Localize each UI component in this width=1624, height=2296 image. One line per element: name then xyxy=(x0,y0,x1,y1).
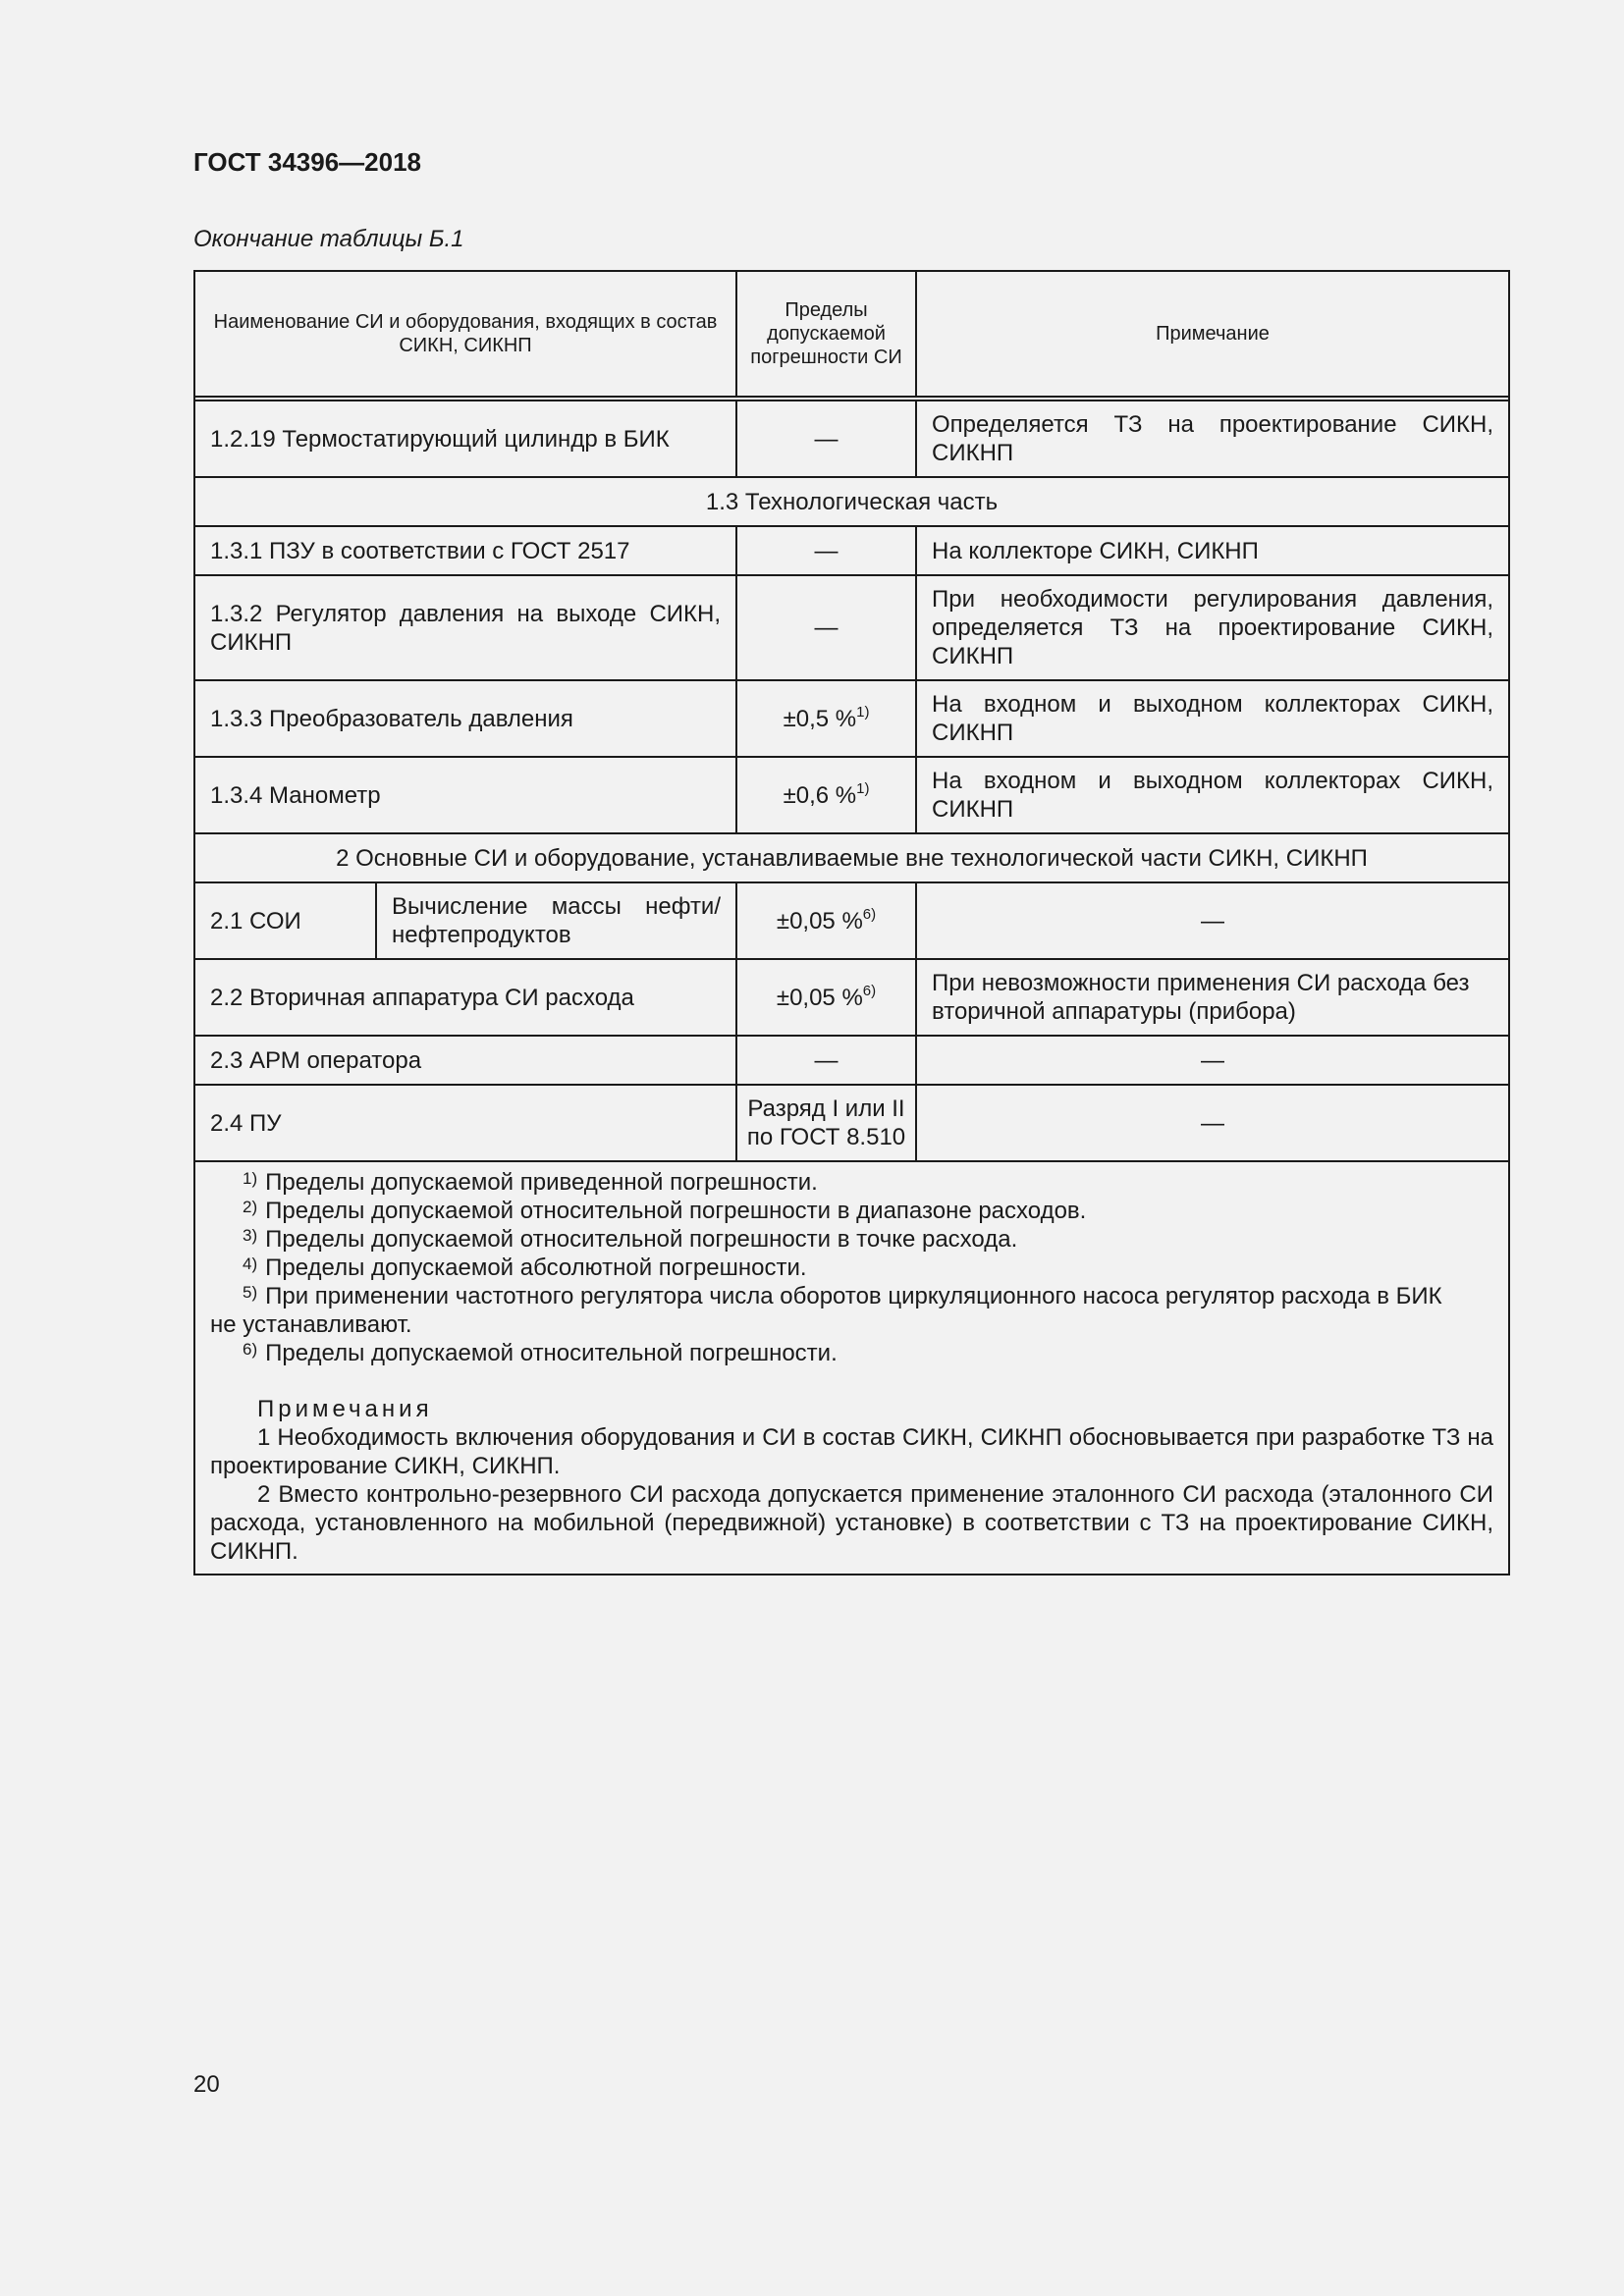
footnote-text: Пределы допускаемой относительной погрешности. xyxy=(265,1340,838,1366)
row-note: Определяется ТЗ на проектирование СИКН, СИКНП xyxy=(916,400,1509,477)
row-name: 1.3.3 Преобразователь давления xyxy=(194,680,736,757)
row-note: — xyxy=(916,882,1509,959)
page-number: 20 xyxy=(193,2071,220,2098)
row-note: — xyxy=(916,1036,1509,1085)
section-row xyxy=(194,833,1509,882)
row-limit: — xyxy=(736,526,916,575)
footnote-ref: 6) xyxy=(862,982,877,999)
limit-value: ±0,5 % xyxy=(783,705,857,732)
row-name: 2.1 СОИ xyxy=(194,882,376,959)
row-note: На входном и выходном коллекторах СИКН, СИКНП xyxy=(916,680,1509,757)
table-row xyxy=(194,959,1509,1036)
limit-line: по ГОСТ 8.510 xyxy=(746,1124,906,1150)
footnote xyxy=(210,1339,1493,1367)
table-row xyxy=(194,1036,1509,1085)
footnote xyxy=(210,1225,1493,1254)
footnote-text: При применении частотного регулятора числа оборотов циркуляционного насоса регулятор расхода в БИК xyxy=(265,1283,1442,1309)
section-row xyxy=(194,477,1509,526)
footnote-continuation: не устанавливают. xyxy=(210,1311,412,1338)
limit-line: Разряд I или II xyxy=(747,1095,905,1122)
footnotes-cell xyxy=(194,1161,1509,1575)
document-title: ГОСТ 34396—2018 xyxy=(193,147,421,177)
limit-value: ±0,05 % xyxy=(776,907,863,934)
row-limit: — xyxy=(736,400,916,477)
header-limits: Пределы допускаемой погрешности СИ xyxy=(736,271,916,397)
footnote-ref: 1) xyxy=(856,703,870,721)
note-item: 1 Необходимость включения оборудования и СИ в состав СИКН, СИКНП обосновывается при разработке ТЗ на проектирование СИКН, СИКНП. xyxy=(210,1424,1494,1479)
row-name: 2.4 ПУ xyxy=(194,1085,736,1161)
header-name: Наименование СИ и оборудования, входящих в состав СИКН, СИКНП xyxy=(194,271,736,397)
limit-value: ±0,6 % xyxy=(783,781,857,809)
row-note: При невозможности применения СИ расхода без вторичной аппаратуры (прибора) xyxy=(916,959,1509,1036)
footnote xyxy=(210,1168,1493,1197)
notes-title: Примечания xyxy=(257,1396,433,1422)
row-name: 1.2.19 Термостатирующий цилиндр в БИК xyxy=(194,400,736,477)
footnote-text: Пределы допускаемой относительной погрешности в точке расхода. xyxy=(265,1226,1018,1253)
table-row xyxy=(194,575,1509,680)
row-note: На коллекторе СИКН, СИКНП xyxy=(916,526,1509,575)
footnote-mark: 5) xyxy=(243,1283,258,1302)
row-name: 2.2 Вторичная аппаратура СИ расхода xyxy=(194,959,736,1036)
row-subname: Вычисление массы нефти/ нефтепродуктов xyxy=(376,882,736,959)
section-title: 2 Основные СИ и оборудование, устанавливаемые вне технологической части СИКН, СИКНП xyxy=(194,833,1509,882)
table-row xyxy=(194,680,1509,757)
footnote-text: Пределы допускаемой абсолютной погрешности. xyxy=(265,1255,807,1281)
row-limit xyxy=(736,680,916,757)
footnote-mark: 1) xyxy=(243,1169,258,1188)
row-limit: — xyxy=(736,1036,916,1085)
header-note: Примечание xyxy=(916,271,1509,397)
table-row xyxy=(194,400,1509,477)
footnote-mark: 6) xyxy=(243,1340,258,1359)
footnote-text: Пределы допускаемой относительной погрешности в диапазоне расходов. xyxy=(265,1198,1087,1224)
footnote-ref: 6) xyxy=(862,905,877,923)
row-note: При необходимости регулирования давления, определяется ТЗ на проектирование СИКН, СИКНП xyxy=(916,575,1509,680)
note-item: 2 Вместо контрольно-резервного СИ расхода допускается применение эталонного СИ расхода (эталонного СИ расхода, установленного на мобильной (передвижной) установке) в соответствии с ТЗ на проектирование СИКН, СИКНП. xyxy=(210,1481,1494,1565)
table-row xyxy=(194,757,1509,833)
row-note: — xyxy=(916,1085,1509,1161)
row-note: На входном и выходном коллекторах СИКН, СИКНП xyxy=(916,757,1509,833)
equipment-table xyxy=(193,270,1510,1575)
footnote xyxy=(210,1254,1493,1282)
row-name: 1.3.1 ПЗУ в соответствии с ГОСТ 2517 xyxy=(194,526,736,575)
footnote-text: Пределы допускаемой приведенной погрешности. xyxy=(265,1169,818,1196)
row-name: 1.3.2 Регулятор давления на выходе СИКН, СИКНП xyxy=(194,575,736,680)
row-limit xyxy=(736,882,916,959)
footnote-mark: 3) xyxy=(243,1226,258,1245)
table-caption: Окончание таблицы Б.1 xyxy=(193,226,464,252)
limit-value: ±0,05 % xyxy=(776,984,863,1011)
table-header-row xyxy=(194,271,1509,397)
table-row xyxy=(194,882,1509,959)
section-title: 1.3 Технологическая часть xyxy=(194,477,1509,526)
table-row xyxy=(194,526,1509,575)
row-name: 1.3.4 Манометр xyxy=(194,757,736,833)
footnote xyxy=(210,1282,1493,1310)
footnote-ref: 1) xyxy=(856,779,870,797)
footnote-mark: 4) xyxy=(243,1255,258,1273)
row-limit xyxy=(736,1085,916,1161)
footnotes-row xyxy=(194,1161,1509,1575)
row-limit xyxy=(736,959,916,1036)
row-limit: — xyxy=(736,575,916,680)
footnote-mark: 2) xyxy=(243,1198,258,1216)
row-name: 2.3 АРМ оператора xyxy=(194,1036,736,1085)
footnote xyxy=(210,1197,1493,1225)
table-row xyxy=(194,1085,1509,1161)
row-limit xyxy=(736,757,916,833)
